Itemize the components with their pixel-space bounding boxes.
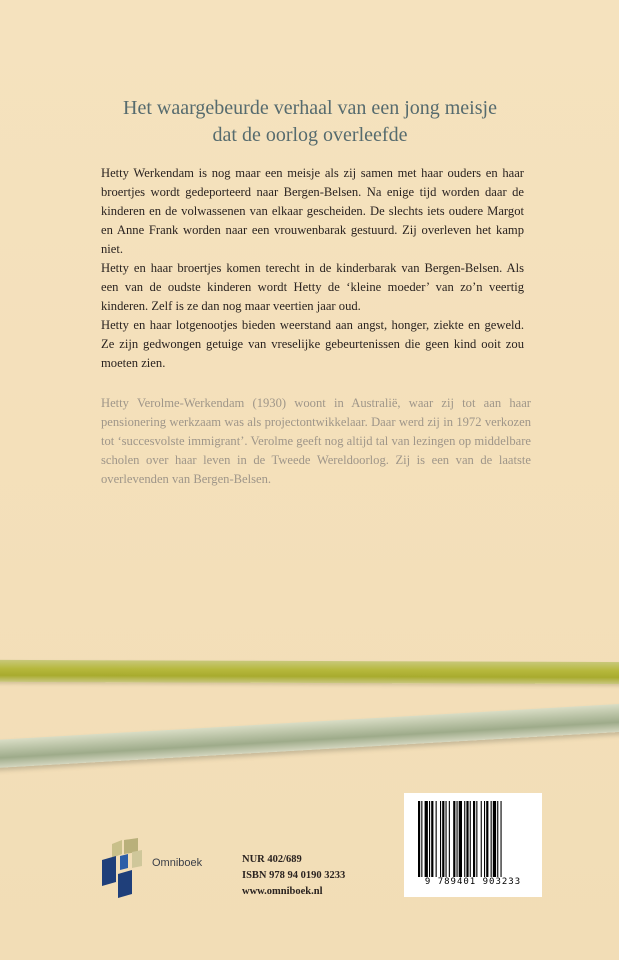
headline: [60, 95, 560, 149]
author-bio: Hetty Verolme-Werkendam (1930) woont in Australië, waar zij tot aan haar pensionering werkzaam was als projectontwikkelaar. Daar werd zij in 1972 verkozen tot ‘succesvolste immigrant’. Verolme geeft nog altijd tal van lezingen op middelbare scholen over haar leven in de Tweede Wereldoorlog. Zij is een van de laatste overlevenden van Bergen-Belsen.: [101, 396, 531, 486]
book-metadata: [242, 852, 345, 900]
decorative-ribbon-top: [0, 660, 619, 684]
nur-code: NUR 402/689: [242, 854, 302, 865]
headline-line-1: Het waargebeurde verhaal van een jong meisje: [123, 97, 497, 119]
synopsis: [101, 164, 524, 373]
barcode-digits: 9 789401 903233: [424, 877, 522, 887]
synopsis-paragraph-2: Hetty en haar broertjes komen terecht in de kinderbarak van Bergen-Belsen. Als een van de oudste kinderen wordt Hetty de ‘kleine moeder’ van zo’n veertig kinderen. Zelf is ze dan nog maar veertien jaar oud.: [101, 261, 524, 313]
barcode: [404, 793, 542, 897]
synopsis-paragraph-1: Hetty Werkendam is nog maar een meisje als zij samen met haar ouders en haar broertjes wordt gedeporteerd naar Bergen-Belsen. Na enige tijd worden daar de kinderen en de volwassenen van elkaar gescheiden. De slechts iets oudere Margot en Anne Frank worden naar een vrouwenbarak gestuurd. Zij overleven het kamp niet.: [101, 166, 524, 256]
decorative-ribbon-bottom: [0, 701, 619, 770]
barcode-bars: [416, 801, 530, 877]
website-url: www.omniboek.nl: [242, 886, 323, 897]
omniboek-logo-icon: [98, 838, 146, 900]
headline-line-2: dat de oorlog overleefde: [212, 124, 408, 146]
isbn: ISBN 978 94 0190 3233: [242, 870, 346, 881]
synopsis-paragraph-3: Hetty en haar lotgenootjes bieden weerstand aan angst, honger, ziekte en geweld. Ze zijn gedwongen getuige van vreselijke gebeurtenissen die geen kind ooit zou moeten zien.: [101, 318, 524, 370]
publisher-name: Omniboek: [152, 857, 203, 869]
